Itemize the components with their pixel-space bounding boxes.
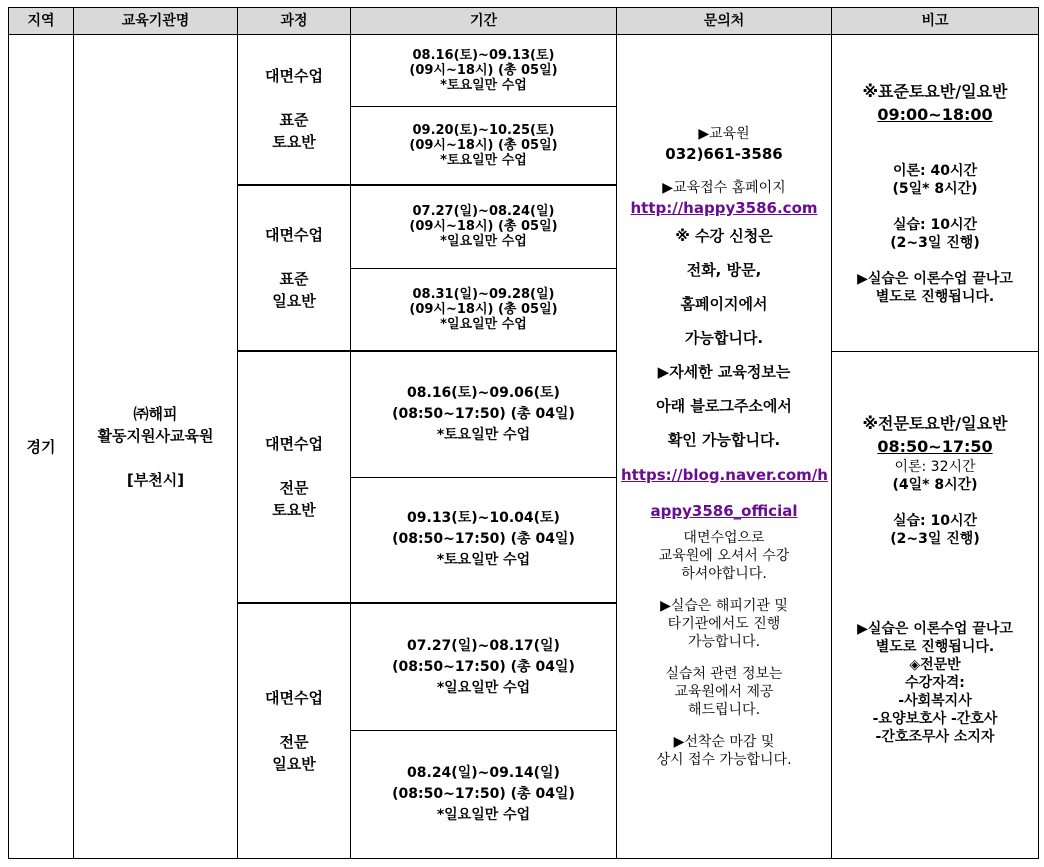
header-remarks: 비고: [832, 8, 1039, 35]
contact-phone: 032)661-3586: [665, 144, 783, 163]
contact-edu-label: ▶교육원: [698, 125, 750, 142]
period-hours: (09시~18시) (총 05일): [409, 137, 558, 153]
period-note: *토요일만 수업: [440, 77, 527, 93]
institution-name-2: 활동지원사교육원: [97, 426, 214, 445]
period-cell: [351, 106, 617, 184]
apply-text: 홈페이지에서: [680, 294, 768, 313]
period-hours: (09시~18시) (총 05일): [409, 62, 558, 78]
remarks-standard: [832, 35, 1039, 352]
remarks-qualification-4: -요양보호사 -간호사: [872, 710, 998, 727]
deadline-text: 상시 접수 가능합니다.: [656, 751, 792, 768]
period-dates: 07.27(일)~08.17(일): [407, 637, 560, 654]
remarks-practice: 실습: 10시간: [892, 512, 978, 529]
practice-text: ▶실습은 해피기관 및: [660, 597, 788, 614]
period-hours: (08:50~17:50) (총 04일): [392, 406, 575, 423]
contact-homepage-label: ▶교육접수 홈페이지: [662, 179, 786, 196]
header-contact: 문의처: [617, 8, 832, 35]
blog-text: 확인 가능합니다.: [667, 430, 781, 449]
period-dates: 08.16(토)~09.13(토): [412, 47, 555, 63]
visit-text: 대면수업으로: [683, 529, 765, 546]
course-mode: 대면수업: [265, 688, 323, 707]
deadline-text: ▶선착순 마감 및: [673, 733, 775, 750]
period-dates: 08.31(일)~09.28(일): [412, 286, 555, 302]
remarks-title: ※전문토요반/일요반: [862, 413, 1008, 433]
course-mode: 대면수업: [265, 67, 323, 86]
course-type-2: 토요반: [272, 133, 316, 152]
course-type: 표준: [279, 270, 309, 288]
period-dates: 08.24(일)~09.14(일): [407, 765, 560, 782]
period-cell: [351, 477, 617, 603]
period-dates: 09.13(토)~10.04(토): [407, 510, 560, 527]
remarks-qualification: ◈전문반: [909, 656, 961, 673]
remarks-after: ▶실습은 이론수업 끝나고: [857, 271, 1013, 288]
period-cell: [351, 185, 617, 268]
blog-text: ▶자세한 교육정보는: [657, 362, 791, 381]
blog-link-2[interactable]: appy3586_official: [650, 501, 798, 520]
practice-text: 가능합니다.: [687, 633, 761, 650]
period-cell: [351, 603, 617, 731]
period-cell: [351, 731, 617, 859]
course-mode: 대면수업: [265, 226, 323, 244]
course-type-2: 토요반: [272, 501, 316, 520]
period-hours: (09시~18시) (총 05일): [409, 219, 558, 234]
table-row: [9, 35, 1039, 106]
header-period: 기간: [351, 8, 617, 35]
remarks-theory: 이론: 32시간: [894, 458, 976, 475]
period-note: *일요일만 수업: [440, 234, 527, 249]
remarks-qualification-3: -사회복지사: [898, 692, 972, 709]
period-note: *일요일만 수업: [440, 316, 527, 332]
period-note: *일요일만 수업: [436, 807, 531, 824]
period-note: *토요일만 수업: [436, 552, 531, 569]
remarks-qualification-5: -간호조무사 소지자: [875, 728, 995, 745]
header-course: 과정: [238, 8, 351, 35]
region-cell: 경기: [9, 35, 74, 859]
visit-text: 교육원에 오셔서 수강: [658, 547, 790, 564]
period-cell: [351, 351, 617, 477]
header-institution: 교육기관명: [74, 8, 238, 35]
visit-text: 하셔야합니다.: [681, 565, 767, 582]
info-text: 실습처 관련 정보는: [665, 665, 783, 682]
period-dates: 08.16(토)~09.06(토): [407, 385, 560, 402]
remarks-theory: 이론: 40시간: [892, 163, 978, 180]
homepage-link[interactable]: http://happy3586.com: [630, 198, 818, 217]
institution-name: ㈜해피: [133, 404, 178, 423]
schedule-table: [8, 7, 1039, 859]
period-cell: [351, 268, 617, 351]
remarks-practice-2: (2~3일 진행): [890, 235, 980, 252]
period-note: *토요일만 수업: [436, 427, 531, 444]
blog-link[interactable]: https://blog.naver.com/h: [621, 465, 828, 484]
header-row: [9, 8, 1039, 35]
remarks-qualification-2: 수강자격:: [905, 674, 965, 691]
remarks-practice-2: (2~3일 진행): [890, 530, 980, 547]
course-type-2: 일요반: [272, 292, 316, 310]
course-schedule: [8, 7, 1038, 859]
course-type: 전문: [279, 479, 309, 498]
header-region: 지역: [9, 8, 74, 35]
course-type: 표준: [279, 111, 309, 130]
info-text: 해드립니다.: [687, 701, 761, 718]
course-type: 전문: [279, 732, 309, 751]
institution-cell: [74, 35, 238, 859]
remarks-practice: 실습: 10시간: [892, 217, 978, 234]
remarks-theory-2: (4일* 8시간): [892, 476, 978, 493]
course-expert-sun: [238, 603, 351, 859]
remarks-time: 09:00~18:00: [877, 105, 993, 125]
remarks-expert: [832, 351, 1039, 858]
period-hours: (08:50~17:50) (총 04일): [392, 786, 575, 803]
institution-city: [부천시]: [126, 470, 185, 489]
practice-text: 타기관에서도 진행: [667, 615, 781, 632]
remarks-title: ※표준토요반/일요반: [862, 82, 1008, 102]
course-type-2: 일요반: [272, 754, 316, 773]
period-note: *토요일만 수업: [440, 152, 527, 168]
remarks-time: 08:50~17:50: [877, 436, 993, 456]
period-hours: (08:50~17:50) (총 04일): [392, 531, 575, 548]
apply-text: ※ 수강 신청은: [675, 226, 773, 245]
period-note: *일요일만 수업: [436, 679, 531, 696]
course-mode: 대면수업: [265, 435, 323, 454]
blog-text: 아래 블로그주소에서: [656, 396, 792, 415]
remarks-after-2: 별도로 진행됩니다.: [875, 289, 995, 306]
period-dates: 07.27(일)~08.24(일): [412, 204, 555, 219]
remarks-after-2: 별도로 진행됩니다.: [875, 638, 995, 655]
period-cell: [351, 35, 617, 106]
period-hours: (09시~18시) (총 05일): [409, 301, 558, 317]
remarks-after: ▶실습은 이론수업 끝나고: [857, 620, 1013, 637]
period-hours: (08:50~17:50) (총 04일): [392, 658, 575, 675]
apply-text: 가능합니다.: [684, 328, 764, 347]
course-expert-sat: [238, 351, 351, 602]
info-text: 교육원에서 제공: [674, 683, 774, 700]
period-dates: 09.20(토)~10.25(토): [412, 122, 555, 138]
course-standard-sun: [238, 185, 351, 352]
contact-cell: [617, 35, 832, 859]
apply-text: 전화, 방문,: [686, 260, 762, 279]
remarks-theory-2: (5일* 8시간): [892, 181, 978, 198]
course-standard-sat: [238, 35, 351, 185]
